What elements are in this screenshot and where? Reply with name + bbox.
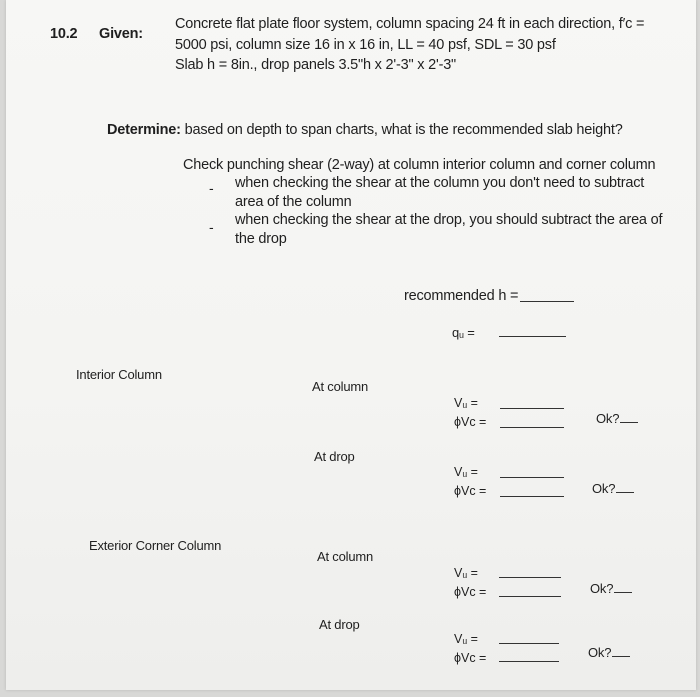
phivc-label: ϕVc =: [454, 585, 487, 599]
ok-label: Ok?: [590, 581, 614, 596]
vu-label: Vᵤ =: [454, 396, 478, 410]
location-exterior-at-column: At column: [317, 549, 374, 564]
phivc-blank[interactable]: [500, 427, 564, 428]
location-exterior-at-drop: At drop: [319, 617, 360, 632]
ok-blank[interactable]: [620, 411, 638, 423]
ok-blank[interactable]: [614, 581, 632, 593]
ok-blank[interactable]: [612, 645, 630, 657]
bullet-2-line-1: when checking the shear at the drop, you should subtract the area of: [235, 212, 663, 228]
determine-label: Determine:: [107, 122, 181, 138]
vu-blank[interactable]: [499, 577, 561, 578]
qu-blank[interactable]: [499, 336, 566, 337]
given-line-2: 5000 psi, column size 16 in x 16 in, LL = 40 psf, SDL = 30 psf: [175, 37, 556, 53]
vu-label: Vᵤ =: [454, 632, 478, 646]
phivc-label: ϕVc =: [454, 651, 487, 665]
location-interior-at-column: At column: [312, 379, 369, 394]
ok-check[interactable]: [588, 645, 630, 660]
shear-labels: [454, 630, 486, 668]
bullet-1-line-1: when checking the shear at the column you don't need to subtract: [235, 175, 645, 191]
vu-label: Vᵤ =: [454, 465, 478, 479]
ok-label: Ok?: [596, 411, 620, 426]
bullet-1-line-2: area of the column: [235, 194, 352, 210]
ok-check[interactable]: [596, 411, 638, 426]
ok-check[interactable]: [590, 581, 632, 596]
ok-check[interactable]: [592, 481, 634, 496]
qu-label: qᵤ =: [452, 325, 475, 340]
vu-blank[interactable]: [500, 477, 564, 478]
recommended-h-label: recommended h =: [404, 288, 519, 304]
problem-number: 10.2: [50, 26, 78, 42]
determine-text: based on depth to span charts, what is the recommended slab height?: [184, 122, 623, 138]
shear-labels: [454, 394, 486, 432]
shear-labels: [454, 463, 486, 501]
location-interior-at-drop: At drop: [314, 449, 355, 464]
vu-label: Vᵤ =: [454, 566, 478, 580]
worksheet-page: [6, 0, 696, 690]
recommended-h-blank[interactable]: [520, 301, 574, 302]
section-title-exterior-corner: Exterior Corner Column: [89, 538, 222, 553]
phivc-label: ϕVc =: [454, 415, 487, 429]
bullet-marker: -: [209, 180, 214, 196]
given-line-1: Concrete flat plate floor system, column spacing 24 ft in each direction, f′c =: [175, 16, 645, 32]
given-label: Given:: [99, 26, 143, 42]
phivc-label: ϕVc =: [454, 484, 487, 498]
phivc-blank[interactable]: [499, 661, 559, 662]
vu-blank[interactable]: [499, 643, 559, 644]
bullet-marker: -: [209, 219, 214, 235]
ok-label: Ok?: [592, 481, 616, 496]
ok-blank[interactable]: [616, 481, 634, 493]
phivc-blank[interactable]: [499, 596, 561, 597]
ok-label: Ok?: [588, 645, 612, 660]
vu-blank[interactable]: [500, 408, 564, 409]
shear-labels: [454, 564, 486, 602]
phivc-blank[interactable]: [500, 496, 564, 497]
given-line-3: Slab h = 8in., drop panels 3.5"h x 2'-3" x 2'-3": [175, 57, 457, 73]
check-line: Check punching shear (2-way) at column interior column and corner column: [183, 157, 656, 173]
section-title-interior: Interior Column: [76, 367, 162, 382]
determine-statement: [107, 122, 623, 138]
bullet-2-line-2: the drop: [235, 231, 287, 247]
